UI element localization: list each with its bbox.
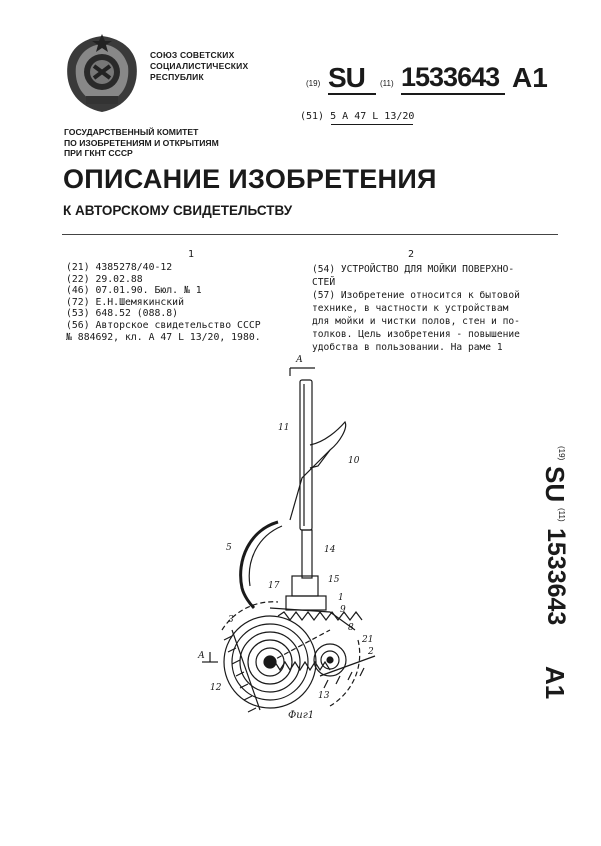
country-code: SU: [328, 62, 365, 93]
biblio-line: (56) Авторское свидетельство СССР: [66, 319, 261, 331]
publication-number: [306, 62, 568, 102]
abstract-line: удобства в пользовании. На раме 1: [312, 342, 503, 353]
figure-label: 9: [340, 605, 346, 615]
figure-label: 5: [226, 543, 232, 553]
figure-label: 14: [324, 545, 336, 555]
abstract-line: технике, в частности к устройствам: [312, 303, 509, 314]
abstract: [312, 263, 560, 354]
figure-drawing: [170, 350, 590, 730]
biblio-line: (72) Е.Н.Шемякинский: [66, 296, 184, 308]
figure-caption: Фиг1: [288, 710, 315, 721]
ussr-emblem-icon: [62, 32, 142, 116]
figure-label: 15: [328, 575, 340, 585]
section-label-top: А: [296, 355, 303, 365]
figure-label: 10: [348, 456, 360, 466]
figure-label: 21: [362, 635, 374, 645]
abstract-line: СТЕЙ: [312, 277, 336, 288]
country-name: СОЮЗ СОВЕТСКИХ СОЦИАЛИСТИЧЕСКИХ РЕСПУБЛИК: [150, 50, 249, 82]
biblio-line: (46) 07.01.90. Бюл. № 1: [66, 285, 202, 297]
kind-code: A1: [512, 62, 548, 93]
page-title: ОПИСАНИЕ ИЗОБРЕТЕНИЯ: [63, 164, 437, 194]
committee-name: ГОСУДАРСТВЕННЫЙ КОМИТЕТ ПО ИЗОБРЕТЕНИЯМ И ОТКРЫТИЯМ ПРИ ГКНТ СССР: [64, 127, 219, 159]
biblio-line: (53) 648.52 (088.8): [66, 308, 179, 320]
biblio-line: (21) 4385278/40-12: [66, 262, 173, 273]
ipc-classification: (51) 5 А 47 L 13/20: [300, 111, 414, 122]
abstract-line: толков. Цель изобретения - повышение: [312, 329, 520, 340]
figure-label: 1: [338, 593, 344, 603]
figure-label: 2: [368, 647, 374, 657]
abstract-line: (57) Изобретение относится к бытовой: [312, 290, 520, 301]
figure-label: 3: [228, 615, 234, 625]
figure-label: 12: [210, 683, 222, 693]
figure-label: 8: [348, 623, 354, 633]
abstract-line: для мойки и чистки полов, стен и по-: [312, 316, 520, 327]
patent-number: 1533643: [401, 62, 500, 92]
inid-code-11: (11): [380, 79, 394, 88]
biblio-line: № 884692, кл. А 47 L 13/20, 1980.: [66, 331, 261, 343]
figure-label: 17: [268, 581, 280, 591]
column-number-left: 1: [188, 249, 195, 260]
bibliographic-data: [66, 262, 261, 343]
section-label-left: А: [198, 651, 205, 661]
inid-code-19: (19): [306, 79, 321, 88]
column-number-right: 2: [408, 249, 415, 260]
side-patent-number: (19) SU (11) 1533643 A1: [540, 446, 570, 700]
biblio-line: (22) 29.02.88: [66, 273, 143, 285]
figure-label: 11: [278, 423, 290, 433]
divider: [62, 234, 558, 235]
abstract-line: (54) УСТРОЙСТВО ДЛЯ МОЙКИ ПОВЕРХНО-: [312, 264, 515, 275]
figure-label: 13: [318, 691, 330, 701]
page-subtitle: К АВТОРСКОМУ СВИДЕТЕЛЬСТВУ: [63, 203, 293, 218]
